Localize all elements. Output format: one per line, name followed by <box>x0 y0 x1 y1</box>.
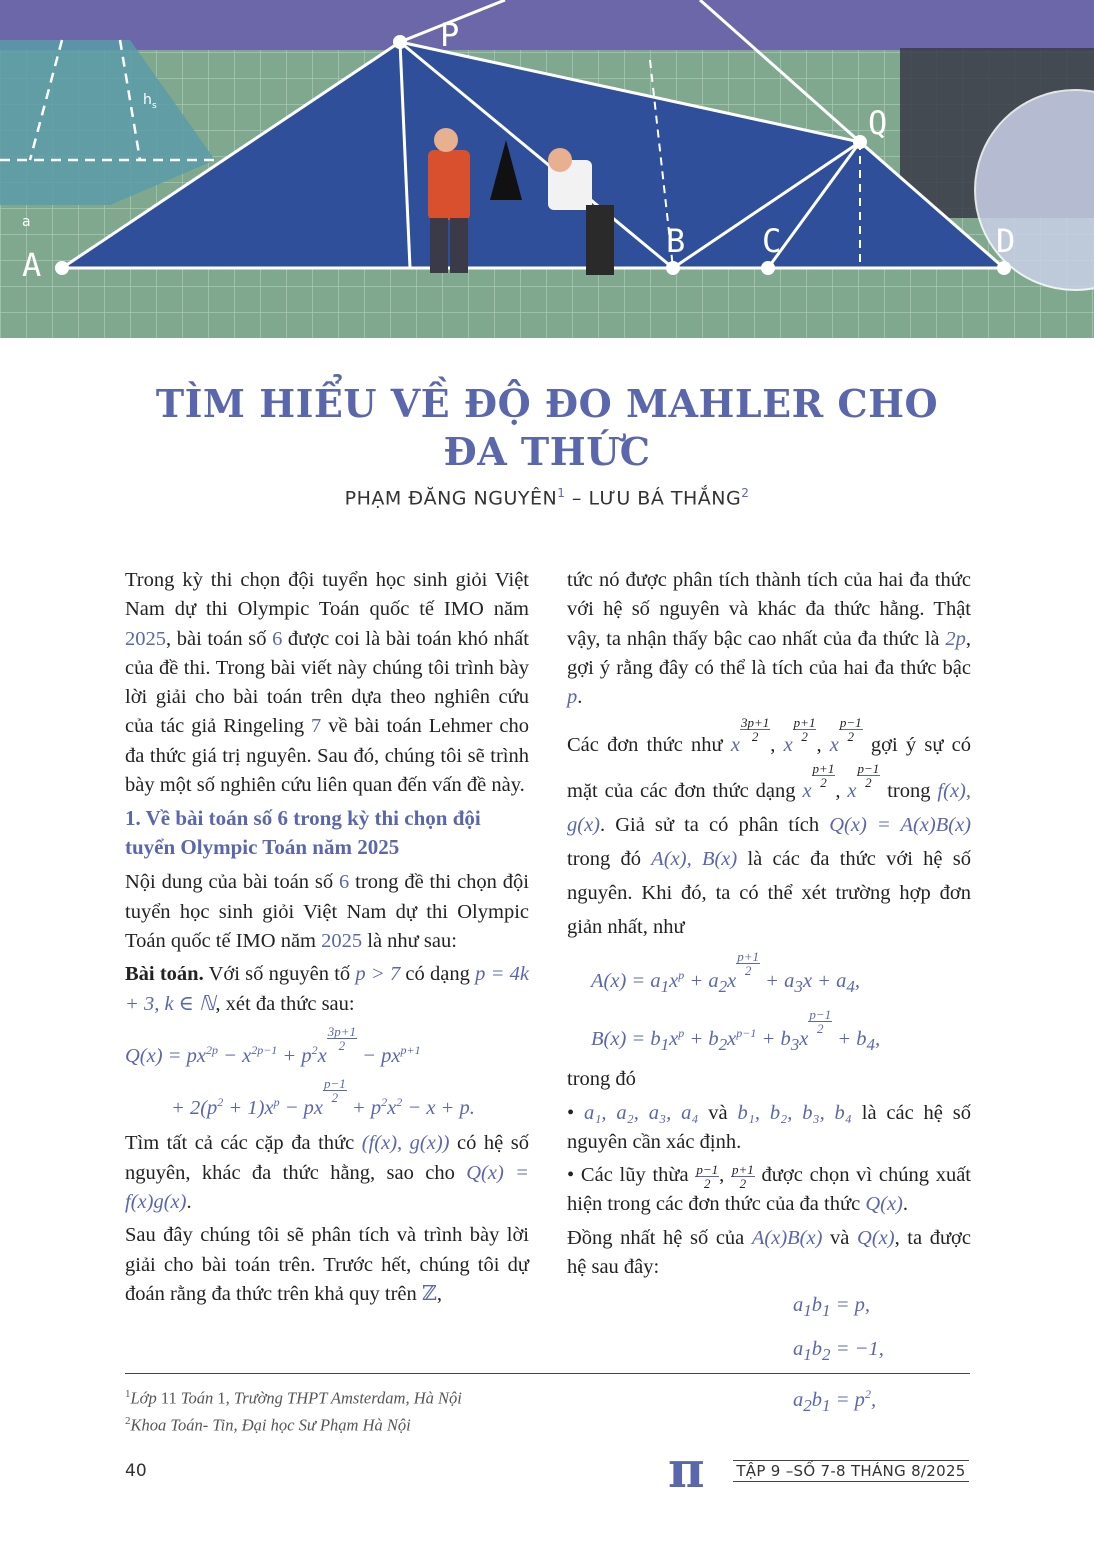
identify-paragraph <box>567 1224 971 1283</box>
problem-text-3: , xét đa thức sau: <box>215 992 355 1015</box>
content-text-2: trong đề thi chọn đội tuyển học sinh giỏi Việt Nam dự thi Olympic Toán quốc tế IMO năm <box>125 871 529 952</box>
analysis-text-1: Sau đây chúng tôi sẽ phân tích và trình bày lời giải cho bài toán trên. Trước hết, chúng tôi dự đoán rằng đa thức trên khả quy trên <box>125 1224 529 1305</box>
problem-text-1: Với số nguyên tố <box>203 963 356 986</box>
author-1: PHẠM ĐĂNG NGUYÊN <box>344 487 558 510</box>
find-text-1: Tìm tất cả các cặp đa thức <box>125 1132 362 1155</box>
point-a <box>55 261 69 275</box>
equation-q-line2: + $2(p^2 + 1)x^p$ − px $\frac{p-1}{2}$ + $p^2x^2 - x + p$. <box>171 1076 475 1120</box>
problem-label: Bài toán. <box>125 963 204 986</box>
author-2-note: 2 <box>741 486 750 500</box>
system-eq-3: $a_2b_1 = p^2$, <box>793 1386 877 1415</box>
bullet-2-end: . <box>902 1193 908 1216</box>
authors <box>0 486 1094 509</box>
equation-a: $A(x) = a_1x^p + a_2x$ $\frac{p+1}{2}$ + $a_3x + a_4$, <box>591 949 861 997</box>
geometry-illustration <box>0 0 1094 338</box>
math-p-gt-7: p > 7 <box>355 963 401 986</box>
equation-q-line1: $Q(x) = px^{2p} - x^{2p-1} + p^2x$ $\frac{3p+1}{2}$ − $px^{p+1}$ <box>125 1023 421 1067</box>
bullet-2: • Các lũy thừa <box>567 1164 696 1187</box>
footnote-rule <box>125 1373 970 1374</box>
identify-text-1: Đồng nhất hệ số của <box>567 1226 752 1249</box>
pi-logo-icon: π <box>668 1440 705 1499</box>
mono-text-2: gợi ý sự có mặt của các đơn thức dạng <box>567 734 972 803</box>
find-text-2: có hệ số nguyên, khác đa thức hằng, sao cho <box>125 1132 529 1184</box>
point-c <box>761 261 775 275</box>
label-hs-sub: s <box>152 101 157 111</box>
cont-text-1: tức nó được phân tích thành tích của hai đa thức với hệ số nguyên và khác đa thức hằng. Thật vậy, ta nhận thấy bậc cao nhất của đa thức là <box>567 569 971 650</box>
math-p-form: p = 4k + 3, k ∈ ℕ <box>125 963 530 1015</box>
bullet-1-text: là các hệ số nguyên cần xác định. <box>567 1101 971 1153</box>
math-fg: f(x), g(x) <box>567 780 971 837</box>
integers-symbol: ℤ <box>421 1282 437 1305</box>
year-2: 2025 <box>321 929 363 952</box>
math-qab: Q(x) = A(x)B(x) <box>829 814 971 837</box>
label-a-small: a <box>22 214 31 230</box>
section-heading-1: 1. Về bài toán số 6 trong kỳ thi chọn đội tuyển Olympic Toán năm 2025 <box>125 806 481 860</box>
math-qx-2: Q(x) <box>857 1226 895 1249</box>
article-title <box>0 380 1094 476</box>
problem-text-2: có dạng <box>400 963 476 986</box>
label-p: P <box>440 16 460 54</box>
equation-b: $B(x) = b_1x^p + b_2x^{p-1} + b_3x$ $\frac{p-1}{2}$ + $b_4$, <box>591 1006 881 1054</box>
math-ab: A(x), B(x) <box>651 848 738 871</box>
cont-text-2: , gợi ý rằng đây có thể là tích của hai đa thức bậc <box>567 627 971 679</box>
mono-text-3: trong <box>880 780 938 803</box>
math-pair: (f(x), g(x)) <box>361 1132 450 1155</box>
year: 2025 <box>125 627 166 650</box>
bullet-2-text: được chọn vì chúng xuất hiện trong các đơn thức của đa thức <box>567 1164 972 1216</box>
point-q <box>853 135 867 149</box>
author-1-note: 1 <box>557 486 566 500</box>
right-column <box>567 566 971 1424</box>
find-paragraph <box>125 1129 529 1217</box>
math-b-coeffs: b₁, b₂, b₃, b₄ <box>737 1101 852 1124</box>
bullet-coefficients <box>567 1099 971 1158</box>
problem-number-2: 6 <box>339 871 350 894</box>
label-c: C <box>762 222 782 260</box>
author-sep: – <box>565 487 589 510</box>
math-2p: 2p <box>945 627 966 650</box>
coefficient-system <box>567 1286 971 1424</box>
mono-text-4: . Giả sử ta có phân tích <box>600 814 830 837</box>
bullet-and: và <box>698 1101 738 1124</box>
intro-text-2: , bài toán số <box>166 627 273 650</box>
page-number: 40 <box>125 1461 147 1481</box>
issue-info: TẬP 9 –SỐ 7-8 THÁNG 8/2025 <box>733 1460 969 1482</box>
footnote-1: $^1$Lớp 11 Toán 1, Trường THPT Amsterdam, Hà Nội <box>125 1388 462 1408</box>
trongdo-text: trong đó <box>567 1068 636 1091</box>
continuation-paragraph <box>567 566 971 712</box>
bullet-1: • <box>567 1101 585 1124</box>
label-hs: h <box>143 92 152 108</box>
system-eq-2: $a_1b_2 = -1$, <box>793 1338 884 1365</box>
mono-text-1: Các đơn thức như <box>567 734 731 757</box>
monomials-paragraph: Các đơn thức như x $\frac{3p+1}{2}$ , x $\frac{p+1}{2}$ , x $\frac{p-1}{2}$ gợi ý sự có mặt của các đơn thức dạng x $\frac{p+1}{2}$ , x $\frac{p-1}{2}$ trong f(x), g(x). Giả sử ta có phân tích Q(x) = A(x)B(x) trong đó A(x), B(x) là các đa thức với hệ số nguyên. Khi đó, ta có thể xét trường hợp đơn giản nhất, như <box>567 715 972 939</box>
problem-statement <box>125 960 529 1019</box>
math-qx: Q(x) <box>865 1193 903 1216</box>
banner-top-band <box>0 0 1094 50</box>
label-d: D <box>996 222 1016 260</box>
point-p <box>393 35 407 49</box>
intro-text-1: Trong kỳ thi chọn đội tuyển học sinh giỏi Việt Nam dự thi Olympic Toán quốc tế IMO năm <box>125 569 529 621</box>
label-b: B <box>666 222 686 260</box>
point-d <box>997 261 1011 275</box>
identify-text-2: và <box>822 1226 858 1249</box>
content-paragraph <box>125 868 529 956</box>
intro-text-3: được coi là bài toán khó nhất của đề thi. Trong bài viết này chúng tôi trình bày lời giải cho bài toán trên dựa theo nghiên cứu của tác giả Ringeling <box>125 627 529 738</box>
identify-text-3: , ta được hệ sau đây: <box>567 1226 971 1279</box>
intro-paragraph <box>125 566 529 800</box>
point-b <box>666 261 680 275</box>
math-p: p <box>567 686 578 709</box>
reference-7[interactable]: 7 <box>311 715 322 738</box>
cont-text-3: . <box>577 686 583 709</box>
analysis-text-2: , <box>436 1282 442 1305</box>
math-qfg: Q(x) = f(x)g(x) <box>125 1161 530 1214</box>
problem-number: 6 <box>272 627 283 650</box>
mono-text-5: trong đó <box>567 848 652 871</box>
bullet-powers: • Các lũy thừa $\frac{p-1}{2}$ , $\frac{p+1}{2}$ được chọn vì chúng xuất hiện trong các đơn thức của đa thức Q(x). <box>567 1161 972 1216</box>
analysis-paragraph <box>125 1221 529 1309</box>
system-eq-1: $a_1b_1 = p$, <box>793 1294 871 1321</box>
left-column <box>125 566 529 1313</box>
content-text-3: là như sau: <box>362 929 457 952</box>
find-text-3: . <box>186 1191 192 1214</box>
footnote-2: $^2$Khoa Toán- Tin, Đại học Sư Phạm Hà Nội <box>125 1415 411 1435</box>
math-a-coeffs: a₁, a₂, a₃, a₄ <box>584 1101 699 1124</box>
author-2: LƯU BÁ THẮNG <box>588 487 742 510</box>
intro-text-4: về bài toán Lehmer cho đa thức giá trị nguyên. Sau đó, chúng tôi sẽ trình bày một số nghiên cứu liên quan đến vấn đề này. <box>125 715 529 797</box>
label-a: A <box>22 246 42 284</box>
title-line-2: ĐA THỨC <box>443 429 651 474</box>
math-abx: A(x)B(x) <box>751 1226 823 1249</box>
label-q: Q <box>868 104 888 142</box>
title-line-1: TÌM HIỂU VỀ ĐỘ ĐO MAHLER CHO <box>155 381 939 426</box>
header-illustration <box>0 0 1094 338</box>
mono-text-6: là các đa thức với hệ số nguyên. Khi đó, ta có thể xét trường hợp đơn giản nhất, như <box>567 848 971 939</box>
content-text-1: Nội dung của bài toán số <box>125 871 340 894</box>
